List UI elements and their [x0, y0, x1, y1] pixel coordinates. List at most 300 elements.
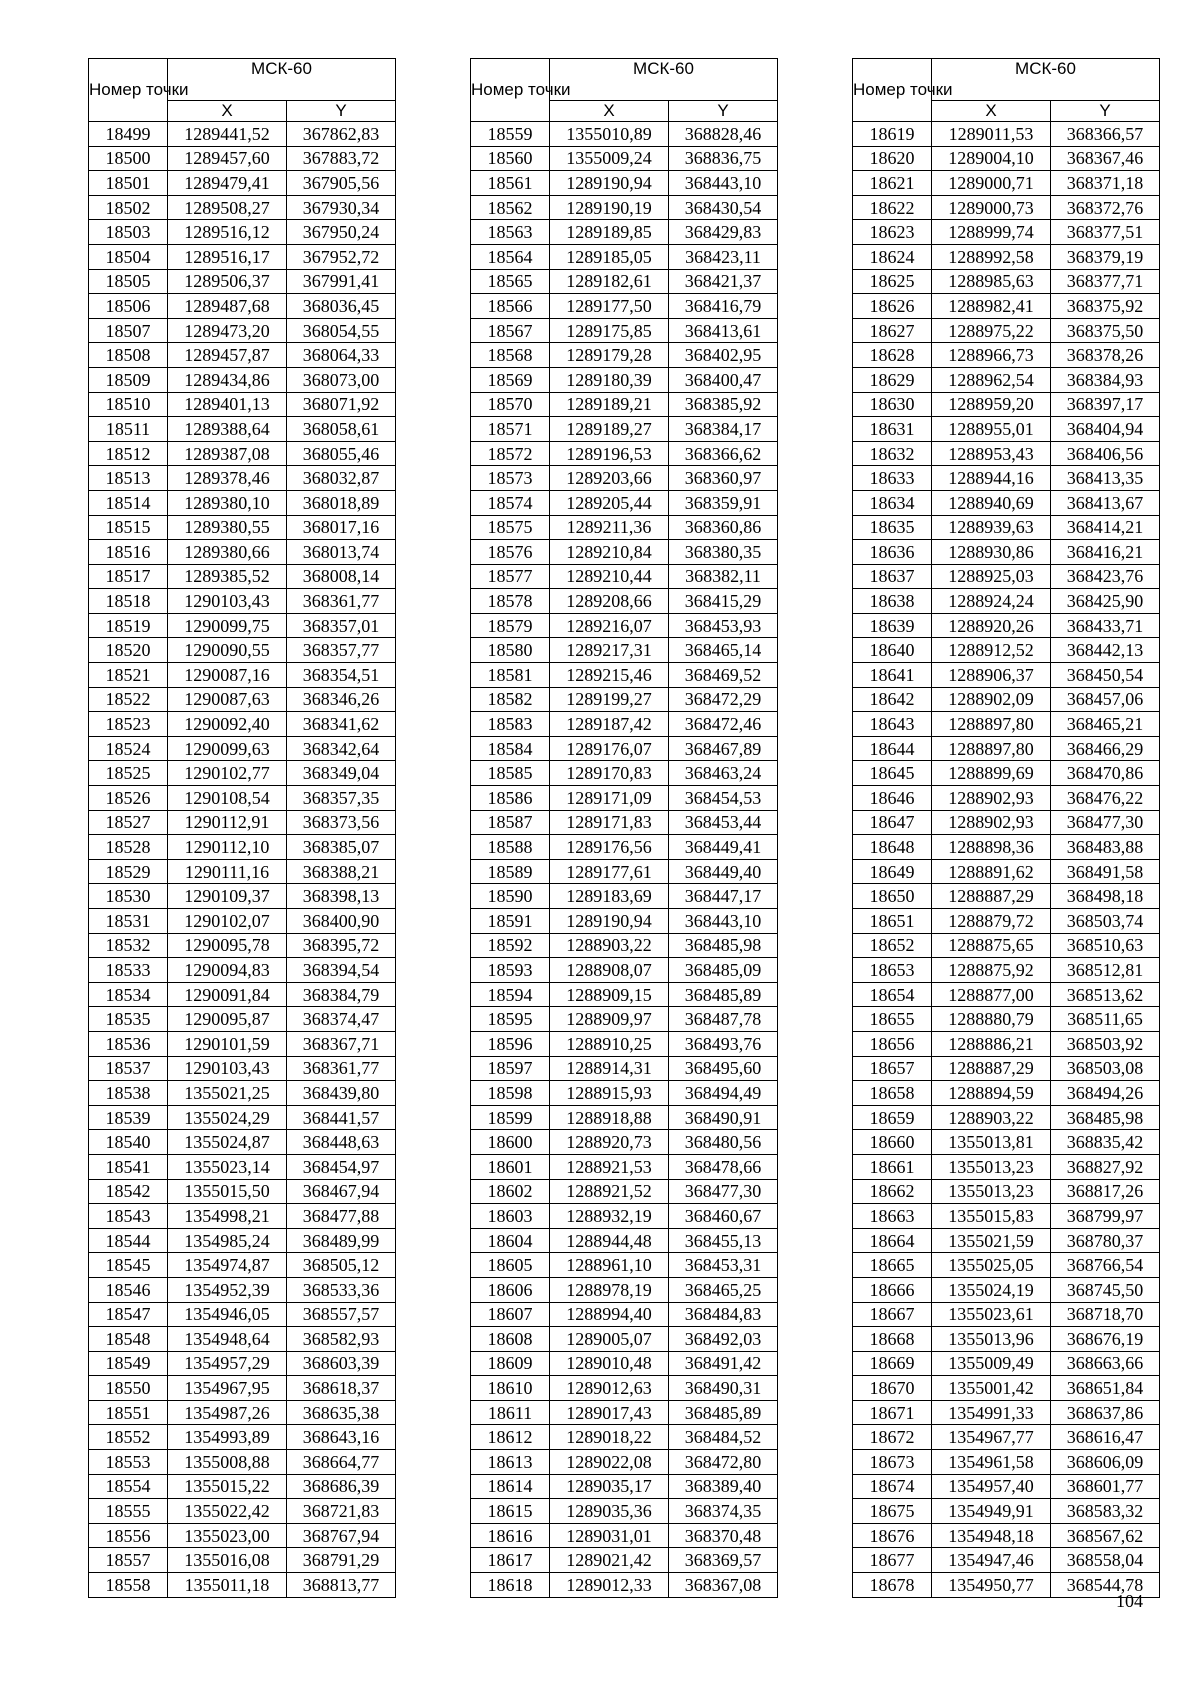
- x-coordinate-cell: 1290099,75: [168, 613, 287, 638]
- point-number-cell: 18559: [471, 122, 550, 147]
- x-coordinate-cell: 1354985,24: [168, 1228, 287, 1253]
- table-row: [471, 736, 778, 761]
- x-coordinate-cell: 1289000,71: [932, 171, 1051, 196]
- y-coordinate-cell: 368583,32: [1051, 1499, 1160, 1524]
- table-row: [89, 1548, 396, 1573]
- table-row: [89, 343, 396, 368]
- table-header: [471, 59, 778, 122]
- x-coordinate-cell: 1288961,10: [550, 1253, 669, 1278]
- y-coordinate-cell: 368603,39: [287, 1351, 396, 1376]
- point-number-cell: 18545: [89, 1253, 168, 1278]
- y-coordinate-cell: 368349,04: [287, 761, 396, 786]
- x-coordinate-cell: 1289217,31: [550, 638, 669, 663]
- x-coordinate-cell: 1289508,27: [168, 195, 287, 220]
- x-coordinate-cell: 1289380,10: [168, 490, 287, 515]
- point-number-cell: 18508: [89, 343, 168, 368]
- table-row: [89, 1523, 396, 1548]
- x-coordinate-cell: 1354957,40: [932, 1474, 1051, 1499]
- point-number-cell: 18641: [853, 663, 932, 688]
- point-number-cell: 18589: [471, 859, 550, 884]
- point-number-cell: 18645: [853, 761, 932, 786]
- y-coordinate-cell: 368453,31: [669, 1253, 778, 1278]
- y-coordinate-cell: 368567,62: [1051, 1523, 1160, 1548]
- table-row: [471, 859, 778, 884]
- y-coordinate-cell: 368616,47: [1051, 1425, 1160, 1450]
- table-row: [89, 1327, 396, 1352]
- point-number-cell: 18586: [471, 786, 550, 811]
- point-number-cell: 18600: [471, 1130, 550, 1155]
- point-number-cell: 18618: [471, 1573, 550, 1598]
- y-coordinate-cell: 368395,72: [287, 933, 396, 958]
- point-number-cell: 18672: [853, 1425, 932, 1450]
- x-coordinate-cell: 1288877,00: [932, 982, 1051, 1007]
- coordinate-system-header: МСК-60: [932, 59, 1160, 101]
- y-coordinate-cell: 368618,37: [287, 1376, 396, 1401]
- point-number-cell: 18554: [89, 1474, 168, 1499]
- point-number-cell: 18666: [853, 1277, 932, 1302]
- point-number-cell: 18507: [89, 318, 168, 343]
- table-row: [471, 589, 778, 614]
- table-row: [853, 1081, 1160, 1106]
- point-number-cell: 18623: [853, 220, 932, 245]
- y-coordinate-cell: 368361,77: [287, 1056, 396, 1081]
- point-number-cell: 18501: [89, 171, 168, 196]
- y-coordinate-cell: 368799,97: [1051, 1204, 1160, 1229]
- point-number-cell: 18594: [471, 982, 550, 1007]
- coordinates-table-2: [470, 58, 778, 1598]
- x-coordinate-cell: 1355024,19: [932, 1277, 1051, 1302]
- table-row: [853, 318, 1160, 343]
- y-coordinate-cell: 368357,77: [287, 638, 396, 663]
- y-coordinate-cell: 368453,44: [669, 810, 778, 835]
- y-coordinate-cell: 368367,08: [669, 1573, 778, 1598]
- point-number-cell: 18528: [89, 835, 168, 860]
- table-row: [471, 1130, 778, 1155]
- point-number-cell: 18566: [471, 294, 550, 319]
- x-coordinate-cell: 1289035,36: [550, 1499, 669, 1524]
- point-number-cell: 18665: [853, 1253, 932, 1278]
- x-coordinate-cell: 1288944,48: [550, 1228, 669, 1253]
- point-number-cell: 18544: [89, 1228, 168, 1253]
- x-coordinate-cell: 1288975,22: [932, 318, 1051, 343]
- y-coordinate-cell: 368414,21: [1051, 515, 1160, 540]
- point-number-cell: 18576: [471, 540, 550, 565]
- point-number-cell: 18652: [853, 933, 932, 958]
- table-row: [89, 1154, 396, 1179]
- x-coordinate-cell: 1289177,50: [550, 294, 669, 319]
- point-number-cell: 18640: [853, 638, 932, 663]
- table-row: [89, 1204, 396, 1229]
- table-row: [89, 417, 396, 442]
- point-number-cell: 18511: [89, 417, 168, 442]
- table-row: [89, 859, 396, 884]
- point-number-cell: 18547: [89, 1302, 168, 1327]
- table-row: [89, 613, 396, 638]
- table-row: [853, 958, 1160, 983]
- y-coordinate-cell: 368490,31: [669, 1376, 778, 1401]
- table-row: [853, 1179, 1160, 1204]
- table-row: [471, 171, 778, 196]
- x-coordinate-cell: 1288897,80: [932, 736, 1051, 761]
- x-coordinate-cell: 1355013,23: [932, 1154, 1051, 1179]
- table-row: [471, 1253, 778, 1278]
- table-row: [853, 1154, 1160, 1179]
- x-coordinate-cell: 1355022,42: [168, 1499, 287, 1524]
- y-coordinate-cell: 368503,74: [1051, 909, 1160, 934]
- table-row: [471, 1573, 778, 1598]
- x-coordinate-cell: 1355024,87: [168, 1130, 287, 1155]
- y-coordinate-cell: 368643,16: [287, 1425, 396, 1450]
- x-coordinate-cell: 1290092,40: [168, 712, 287, 737]
- table-row: [853, 786, 1160, 811]
- x-coordinate-cell: 1289005,07: [550, 1327, 669, 1352]
- y-coordinate-cell: 368442,13: [1051, 638, 1160, 663]
- y-coordinate-cell: 368513,62: [1051, 982, 1160, 1007]
- y-coordinate-cell: 368008,14: [287, 564, 396, 589]
- x-coordinate-cell: 1290108,54: [168, 786, 287, 811]
- table-row: [471, 122, 778, 147]
- table-row: [853, 1474, 1160, 1499]
- y-column-header: Y: [669, 101, 778, 122]
- y-coordinate-cell: 368721,83: [287, 1499, 396, 1524]
- x-coordinate-cell: 1289180,39: [550, 367, 669, 392]
- point-number-cell: 18653: [853, 958, 932, 983]
- y-coordinate-cell: 368413,67: [1051, 490, 1160, 515]
- y-coordinate-cell: 368341,62: [287, 712, 396, 737]
- table-row: [471, 417, 778, 442]
- table-row: [89, 1351, 396, 1376]
- x-coordinate-cell: 1288909,97: [550, 1007, 669, 1032]
- point-number-cell: 18660: [853, 1130, 932, 1155]
- y-coordinate-cell: 368406,56: [1051, 441, 1160, 466]
- x-column-header: X: [932, 101, 1051, 122]
- x-coordinate-cell: 1288939,63: [932, 515, 1051, 540]
- y-coordinate-cell: 368498,18: [1051, 884, 1160, 909]
- y-coordinate-cell: 368416,21: [1051, 540, 1160, 565]
- table-row: [89, 933, 396, 958]
- point-number-cell: 18533: [89, 958, 168, 983]
- point-number-cell: 18588: [471, 835, 550, 860]
- table-row: [853, 1007, 1160, 1032]
- y-coordinate-cell: 368361,77: [287, 589, 396, 614]
- point-number-cell: 18581: [471, 663, 550, 688]
- point-number-cell: 18514: [89, 490, 168, 515]
- point-number-cell: 18546: [89, 1277, 168, 1302]
- table-row: [853, 589, 1160, 614]
- x-coordinate-cell: 1288912,52: [932, 638, 1051, 663]
- table-row: [89, 441, 396, 466]
- point-number-header: Номер точки: [89, 59, 168, 122]
- point-number-cell: 18563: [471, 220, 550, 245]
- table-body: [853, 122, 1160, 1598]
- point-number-cell: 18541: [89, 1154, 168, 1179]
- point-number-cell: 18579: [471, 613, 550, 638]
- point-number-cell: 18604: [471, 1228, 550, 1253]
- point-number-cell: 18527: [89, 810, 168, 835]
- table-row: [471, 1302, 778, 1327]
- page-number: 104: [1116, 1591, 1143, 1611]
- point-number-cell: 18647: [853, 810, 932, 835]
- x-coordinate-cell: 1288903,22: [550, 933, 669, 958]
- x-coordinate-cell: 1288921,52: [550, 1179, 669, 1204]
- point-number-cell: 18605: [471, 1253, 550, 1278]
- table-row: [853, 761, 1160, 786]
- point-number-cell: 18664: [853, 1228, 932, 1253]
- y-coordinate-cell: 368378,26: [1051, 343, 1160, 368]
- point-number-cell: 18637: [853, 564, 932, 589]
- y-coordinate-cell: 368013,74: [287, 540, 396, 565]
- x-coordinate-cell: 1289211,36: [550, 515, 669, 540]
- x-coordinate-cell: 1289457,87: [168, 343, 287, 368]
- table-row: [89, 1105, 396, 1130]
- table-row: [89, 1277, 396, 1302]
- point-number-cell: 18632: [853, 441, 932, 466]
- table-row: [89, 540, 396, 565]
- y-coordinate-cell: 367952,72: [287, 244, 396, 269]
- y-coordinate-cell: 368389,40: [669, 1474, 778, 1499]
- point-number-cell: 18561: [471, 171, 550, 196]
- x-coordinate-cell: 1290090,55: [168, 638, 287, 663]
- y-coordinate-cell: 368430,54: [669, 195, 778, 220]
- y-coordinate-cell: 368492,03: [669, 1327, 778, 1352]
- table-row: [89, 392, 396, 417]
- point-number-cell: 18577: [471, 564, 550, 589]
- x-coordinate-cell: 1355013,81: [932, 1130, 1051, 1155]
- x-coordinate-cell: 1354974,87: [168, 1253, 287, 1278]
- point-number-cell: 18596: [471, 1031, 550, 1056]
- table-row: [853, 564, 1160, 589]
- table-row: [471, 1548, 778, 1573]
- table-row: [471, 1007, 778, 1032]
- point-number-cell: 18662: [853, 1179, 932, 1204]
- table-row: [89, 884, 396, 909]
- table-row: [853, 835, 1160, 860]
- y-coordinate-cell: 368360,86: [669, 515, 778, 540]
- point-number-cell: 18565: [471, 269, 550, 294]
- point-number-cell: 18636: [853, 540, 932, 565]
- point-number-cell: 18536: [89, 1031, 168, 1056]
- y-coordinate-cell: 368484,83: [669, 1302, 778, 1327]
- x-coordinate-cell: 1289441,52: [168, 122, 287, 147]
- table-row: [853, 1302, 1160, 1327]
- x-coordinate-cell: 1289516,17: [168, 244, 287, 269]
- y-coordinate-cell: 368817,26: [1051, 1179, 1160, 1204]
- x-coordinate-cell: 1355023,14: [168, 1154, 287, 1179]
- y-coordinate-cell: 368413,35: [1051, 466, 1160, 491]
- x-coordinate-cell: 1288887,29: [932, 1056, 1051, 1081]
- point-number-cell: 18631: [853, 417, 932, 442]
- x-coordinate-cell: 1355013,96: [932, 1327, 1051, 1352]
- point-number-cell: 18593: [471, 958, 550, 983]
- table-row: [853, 220, 1160, 245]
- point-number-cell: 18584: [471, 736, 550, 761]
- x-coordinate-cell: 1288920,73: [550, 1130, 669, 1155]
- x-column-header: X: [550, 101, 669, 122]
- point-number-cell: 18638: [853, 589, 932, 614]
- table-row: [89, 1228, 396, 1253]
- point-number-cell: 18595: [471, 1007, 550, 1032]
- point-number-cell: 18622: [853, 195, 932, 220]
- table-row: [89, 835, 396, 860]
- table-row: [471, 982, 778, 1007]
- x-coordinate-cell: 1289208,66: [550, 589, 669, 614]
- point-number-header: Номер точки: [853, 59, 932, 122]
- y-coordinate-cell: 368827,92: [1051, 1154, 1160, 1179]
- x-coordinate-cell: 1289378,46: [168, 466, 287, 491]
- x-coordinate-cell: 1289189,21: [550, 392, 669, 417]
- point-number-cell: 18609: [471, 1351, 550, 1376]
- table-row: [853, 909, 1160, 934]
- table-row: [853, 269, 1160, 294]
- table-row: [471, 392, 778, 417]
- y-coordinate-cell: 368490,91: [669, 1105, 778, 1130]
- y-coordinate-cell: 368374,35: [669, 1499, 778, 1524]
- x-coordinate-cell: 1354998,21: [168, 1204, 287, 1229]
- point-number-header: Номер точки: [471, 59, 550, 122]
- table-row: [853, 1105, 1160, 1130]
- x-coordinate-cell: 1355021,25: [168, 1081, 287, 1106]
- point-number-cell: 18606: [471, 1277, 550, 1302]
- point-number-cell: 18509: [89, 367, 168, 392]
- point-number-cell: 18499: [89, 122, 168, 147]
- x-coordinate-cell: 1289216,07: [550, 613, 669, 638]
- y-coordinate-cell: 368637,86: [1051, 1400, 1160, 1425]
- point-number-cell: 18657: [853, 1056, 932, 1081]
- table-row: [89, 810, 396, 835]
- point-number-cell: 18661: [853, 1154, 932, 1179]
- y-coordinate-cell: 368487,78: [669, 1007, 778, 1032]
- point-number-cell: 18574: [471, 490, 550, 515]
- table-row: [853, 1204, 1160, 1229]
- point-number-cell: 18502: [89, 195, 168, 220]
- table-row: [89, 958, 396, 983]
- x-coordinate-cell: 1354967,77: [932, 1425, 1051, 1450]
- y-coordinate-cell: 368484,52: [669, 1425, 778, 1450]
- point-number-cell: 18634: [853, 490, 932, 515]
- table-row: [471, 1474, 778, 1499]
- point-number-cell: 18537: [89, 1056, 168, 1081]
- table-row: [89, 564, 396, 589]
- point-number-cell: 18670: [853, 1376, 932, 1401]
- point-number-cell: 18643: [853, 712, 932, 737]
- point-number-cell: 18506: [89, 294, 168, 319]
- table-row: [471, 294, 778, 319]
- table-body: [471, 122, 778, 1598]
- table-row: [471, 244, 778, 269]
- x-coordinate-cell: 1288953,43: [932, 441, 1051, 466]
- point-number-cell: 18597: [471, 1056, 550, 1081]
- table-row: [89, 269, 396, 294]
- table-row: [853, 687, 1160, 712]
- point-number-cell: 18571: [471, 417, 550, 442]
- y-coordinate-cell: 368664,77: [287, 1450, 396, 1475]
- y-coordinate-cell: 368375,92: [1051, 294, 1160, 319]
- x-coordinate-cell: 1288985,63: [932, 269, 1051, 294]
- y-coordinate-cell: 368651,84: [1051, 1376, 1160, 1401]
- y-coordinate-cell: 368512,81: [1051, 958, 1160, 983]
- x-coordinate-cell: 1288880,79: [932, 1007, 1051, 1032]
- y-coordinate-cell: 368485,89: [669, 982, 778, 1007]
- y-coordinate-cell: 368465,21: [1051, 712, 1160, 737]
- x-coordinate-cell: 1355016,08: [168, 1548, 287, 1573]
- x-coordinate-cell: 1289388,64: [168, 417, 287, 442]
- y-coordinate-cell: 368493,76: [669, 1031, 778, 1056]
- y-coordinate-cell: 368477,30: [669, 1179, 778, 1204]
- table-body: [89, 122, 396, 1598]
- point-number-cell: 18619: [853, 122, 932, 147]
- y-coordinate-cell: 368357,35: [287, 786, 396, 811]
- point-number-cell: 18564: [471, 244, 550, 269]
- point-number-cell: 18531: [89, 909, 168, 934]
- x-coordinate-cell: 1289385,52: [168, 564, 287, 589]
- y-coordinate-cell: 368423,11: [669, 244, 778, 269]
- table-row: [471, 1400, 778, 1425]
- point-number-cell: 18654: [853, 982, 932, 1007]
- x-coordinate-cell: 1288940,69: [932, 490, 1051, 515]
- x-coordinate-cell: 1290087,63: [168, 687, 287, 712]
- x-coordinate-cell: 1289012,63: [550, 1376, 669, 1401]
- x-coordinate-cell: 1288898,36: [932, 835, 1051, 860]
- y-coordinate-cell: 368402,95: [669, 343, 778, 368]
- x-coordinate-cell: 1289516,12: [168, 220, 287, 245]
- x-coordinate-cell: 1354946,05: [168, 1302, 287, 1327]
- table-row: [89, 1130, 396, 1155]
- point-number-cell: 18627: [853, 318, 932, 343]
- point-number-cell: 18552: [89, 1425, 168, 1450]
- x-coordinate-cell: 1289187,42: [550, 712, 669, 737]
- table-row: [853, 736, 1160, 761]
- x-coordinate-cell: 1289203,66: [550, 466, 669, 491]
- y-coordinate-cell: 368510,63: [1051, 933, 1160, 958]
- y-coordinate-cell: 368369,57: [669, 1548, 778, 1573]
- table-row: [853, 884, 1160, 909]
- table-row: [471, 441, 778, 466]
- table-row: [471, 1351, 778, 1376]
- table-row: [853, 441, 1160, 466]
- y-coordinate-cell: 368813,77: [287, 1573, 396, 1598]
- table-row: [853, 810, 1160, 835]
- point-number-cell: 18599: [471, 1105, 550, 1130]
- table-row: [471, 638, 778, 663]
- y-coordinate-cell: 368478,66: [669, 1154, 778, 1179]
- x-coordinate-cell: 1289387,08: [168, 441, 287, 466]
- table-row: [89, 1031, 396, 1056]
- table-row: [89, 1179, 396, 1204]
- y-coordinate-cell: 368557,57: [287, 1302, 396, 1327]
- table-row: [471, 1523, 778, 1548]
- x-coordinate-cell: 1289380,55: [168, 515, 287, 540]
- point-number-cell: 18617: [471, 1548, 550, 1573]
- y-coordinate-cell: 368397,17: [1051, 392, 1160, 417]
- y-coordinate-cell: 367862,83: [287, 122, 396, 147]
- x-coordinate-cell: 1289215,46: [550, 663, 669, 688]
- table-row: [471, 810, 778, 835]
- x-coordinate-cell: 1289021,42: [550, 1548, 669, 1573]
- point-number-cell: 18526: [89, 786, 168, 811]
- table-row: [471, 786, 778, 811]
- point-number-cell: 18553: [89, 1450, 168, 1475]
- point-number-cell: 18512: [89, 441, 168, 466]
- point-number-cell: 18635: [853, 515, 932, 540]
- x-coordinate-cell: 1289176,07: [550, 736, 669, 761]
- point-number-cell: 18610: [471, 1376, 550, 1401]
- table-row: [471, 1204, 778, 1229]
- y-coordinate-cell: 368676,19: [1051, 1327, 1160, 1352]
- table-row: [89, 1425, 396, 1450]
- table-row: [89, 220, 396, 245]
- x-coordinate-cell: 1288879,72: [932, 909, 1051, 934]
- table-row: [471, 761, 778, 786]
